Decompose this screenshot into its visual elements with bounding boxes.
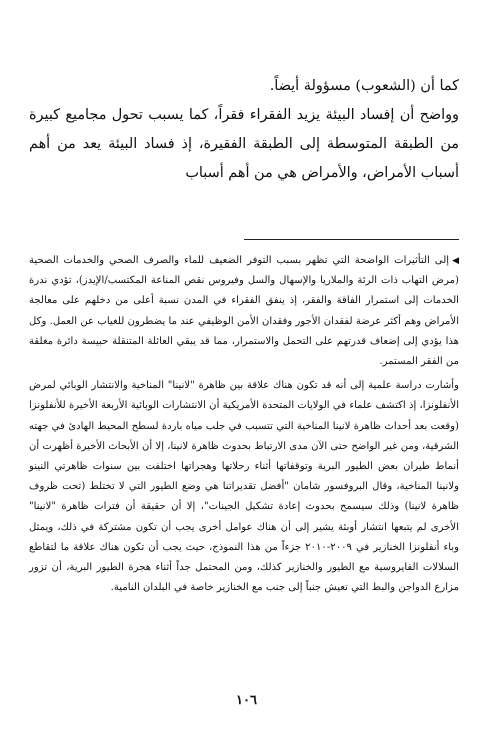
main-text <box>29 72 459 188</box>
footnote-divider <box>244 239 459 240</box>
page-number: ١٠٦ <box>236 693 257 708</box>
footnotes <box>29 251 459 598</box>
main-paragraph-1: كما أن (الشعوب) مسؤولة أيضاً. <box>269 78 459 94</box>
continuation-arrow-icon: ◀ <box>452 256 459 266</box>
main-paragraph-2: وواضح أن إفساد البيئة يزيد الفقراء فقراً، كما يسبب تحول مجاميع كبيرة من الطبقة المتوسطة إلى الطبقة الفقيرة، إذ فساد البيئة يعد من أهم أسباب الأمراض، والأمراض هي من أهم أسباب <box>29 107 459 181</box>
footnote-2: وأشارت دراسة علمية إلى أنه قد تكون هناك علاقة بين ظاهرة "لانينا" المناخية والانتشار الوبائي لمرض الأنفلونزا، إذ اكتشف علماء في الولايات المتحدة الأمريكية أن الانتشارات الوبائية الأربعة الأخيرة للأنفلونزا (وقعت بعد أحداث ظاهرة لانينا المناخية التي تتسبب في جلب مياه باردة لسطح المحيط الهادئ في جهته الشرقية، ومن غير الواضح حتى الآن مدى الارتباط بحدوث ظاهرة لانينا، إلا أن الأبحاث الأخيرة أظهرت أن أنماط طيران بعض الطيور البرية وتوقفاتها أثناء رحلاتها وهجراتها اختلفت بين سنوات ظاهرتي النينو ولانينا المناخية، وقال البروفسور شامان "أفضل تقديراتنا هي وضع الطيور التي لا تختلط (تحت ظروف ظاهرة لانينا) وذلك سيسمح بحدوث إعادة تشكيل الجينات"، إلا أن حقيقة أن فترات ظاهرة "لانينا" الأخرى لم يتبعها انتشار أوبئة يشير إلى أن هناك عوامل أخرى يجب أن تكون مشتركة في ذلك، ويمثل وباء أنفلونزا الخنازير في ٢٠٠٩-٢٠١٠ جزءاً من هذا النموذج، حيث يجب أن تكون هناك علاقة ما لتقاطع السلالات الفايروسية مع الطيور والخنازير كذلك، ومن المحتمل جداً أثناء هجرة الطيور البرية، أن تزور مزارع الدواجن والبط التي تعيش جنباً إلى جنب مع الخنازير خاصة في البلدان النامية. <box>29 380 459 594</box>
footnote-1-text: إلى التأثيرات الواضحة التي تظهر بسبب التوفر الضعيف للماء والصرف الصحي والخدمات الصحية (مرض التهاب ذات الرئة والملاريا والإسهال والسل وفيروس نقص المناعة المكتسب/الإيدز)، تؤدي ندرة الخدمات إلى استمرار الفاقة والفقر، إذ ينفق الفقراء في المدن نسبة أعلى من دخلهم على معالجة الأمراض وهم أكثر عرضة لفقدان الأجور وفقدان الأمن الوظيفي عند ما يضطرون للغياب عن العمل. وكل هذا يؤدي إلى إضعاف قدرتهم على التحمل والاستمرار، مما قد يبقي العائلة المتنقلة حبيسة دائرة مغلقة من الفقر المستمر. <box>29 255 459 368</box>
footnote-1 <box>29 251 459 372</box>
